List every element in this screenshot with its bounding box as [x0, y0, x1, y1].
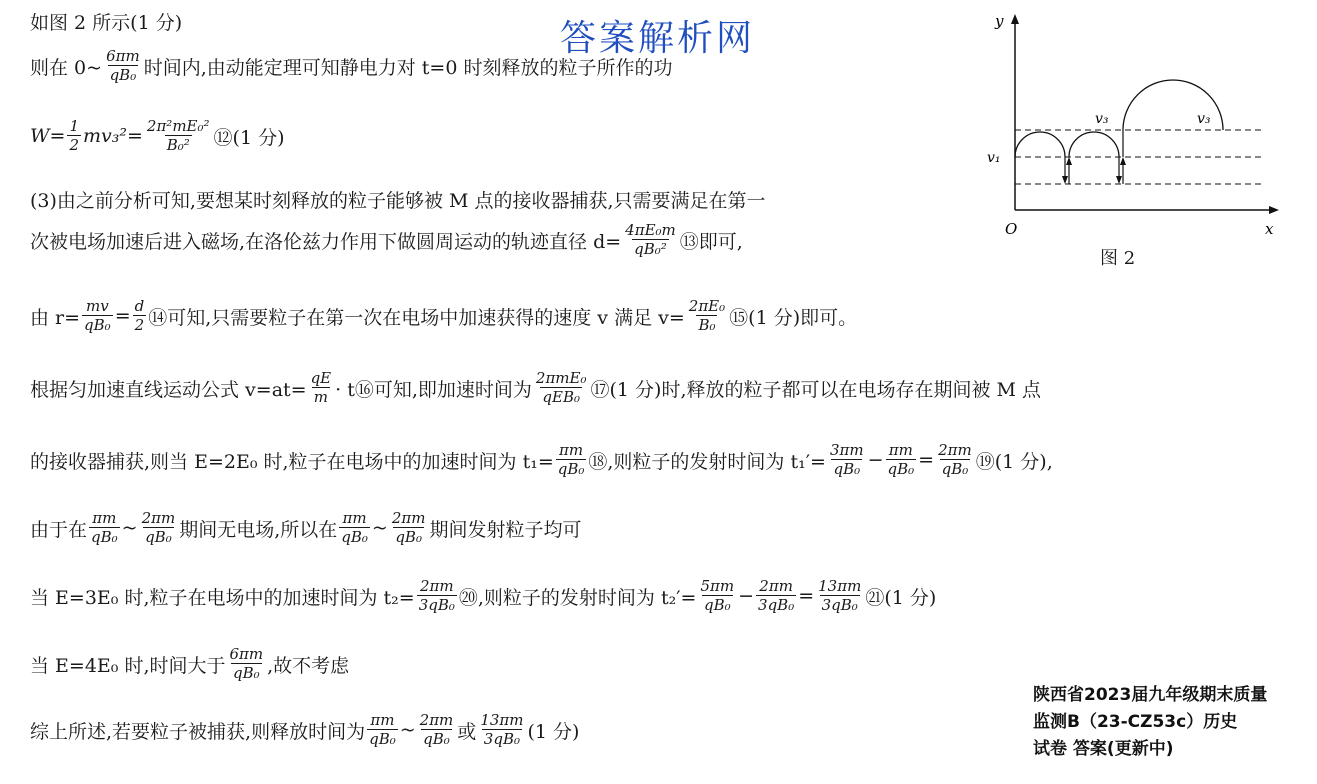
denominator: qB₀ — [941, 460, 969, 479]
note-line-2: 监测B（23-CZ53c）历史 — [1033, 712, 1238, 732]
denominator: qB₀ — [887, 460, 915, 479]
line-text: ⑰(1 分)时,释放的粒子都可以在电场存在期间被 M 点 — [590, 378, 1042, 401]
fraction — [145, 118, 212, 155]
line-text: 时间内,由动能定理可知静电力对 t=0 时刻释放的粒子所作的功 — [143, 56, 673, 79]
denominator: 2 — [69, 136, 79, 155]
line-text: 期间无电场,所以在 — [179, 518, 338, 541]
denominator: 3qB₀ — [758, 596, 795, 615]
fraction — [309, 370, 334, 407]
fraction — [687, 298, 727, 335]
line-text: ⑫(1 分) — [213, 126, 285, 149]
numerator: 13πm — [480, 711, 524, 729]
numerator: 1 — [69, 117, 79, 135]
line-text: ~ — [399, 719, 416, 742]
fraction — [936, 442, 974, 479]
line-text: − — [738, 585, 755, 608]
fraction — [67, 118, 81, 155]
note-line-1: 陕西省2023届九年级期末质量 — [1033, 685, 1268, 705]
v3-label-1: v₃ — [1095, 111, 1109, 127]
denominator: qB₀ — [341, 528, 368, 547]
numerator: πm — [370, 711, 395, 729]
numerator: 13πm — [818, 577, 862, 595]
denominator: qB₀ — [109, 66, 137, 85]
numerator: 6πm — [229, 645, 264, 663]
line-text: ㉑(1 分) — [865, 586, 937, 609]
line-text: ⑬即可, — [679, 230, 743, 253]
line-text: 则在 0~ — [30, 56, 103, 79]
denominator: B₀ — [698, 316, 716, 335]
line-text: 的接收器捕获,则当 E=2E₀ 时,粒子在电场中的加速时间为 t₁= — [30, 450, 554, 473]
fraction — [556, 442, 587, 479]
denominator: qB₀ — [703, 596, 731, 615]
text-line-2 — [30, 48, 672, 85]
text-line-10 — [30, 578, 936, 615]
fraction — [418, 712, 456, 749]
numerator: 5πm — [700, 577, 735, 595]
numerator: 6πm — [106, 47, 140, 65]
denominator: qB₀ — [232, 664, 260, 683]
line-text: ⑱,则粒子的发射时间为 t₁′= — [588, 450, 826, 473]
line-text: 综上所述,若要粒子被捕获,则释放时间为 — [30, 720, 366, 743]
text-line-12 — [30, 712, 579, 749]
note-line-3: 试卷 答案(更新中) — [1033, 739, 1174, 759]
line-text: = — [114, 305, 131, 328]
fraction — [82, 298, 113, 335]
numerator: d — [134, 297, 145, 315]
fraction — [417, 578, 457, 615]
arrowhead-up-2 — [1120, 157, 1126, 165]
arrowhead-up-1 — [1066, 157, 1072, 165]
fraction — [89, 510, 120, 547]
x-axis-arrow — [1269, 206, 1279, 214]
trajectory-figure — [985, 10, 1285, 270]
text-line-4 — [30, 186, 766, 213]
text-line-5 — [30, 222, 743, 259]
numerator: 2πE₀ — [688, 297, 726, 315]
numerator: 2πm — [419, 711, 454, 729]
fraction — [367, 712, 398, 749]
arc-1 — [1015, 132, 1065, 157]
line-text: ~ — [371, 517, 388, 540]
numerator: πm — [888, 441, 913, 459]
denominator: 3qB₀ — [821, 596, 858, 615]
denominator: qEB₀ — [542, 388, 580, 407]
line-text: 由于在 — [30, 518, 88, 541]
denominator: qB₀ — [833, 460, 861, 479]
line-text: 当 E=3E₀ 时,粒子在电场中的加速时间为 t₂= — [30, 586, 415, 609]
line-text: ⑳,则粒子的发射时间为 t₂′= — [458, 586, 697, 609]
fraction — [886, 442, 917, 479]
fraction — [478, 712, 525, 749]
fraction — [104, 48, 142, 85]
denominator: qB₀ — [395, 528, 422, 547]
line-text: 当 E=4E₀ 时,时间大于 — [30, 654, 226, 677]
numerator: 2πm — [419, 577, 454, 595]
line-text: W= — [30, 125, 66, 148]
figure-caption: 图 2 — [1100, 248, 1136, 269]
x-axis-label: x — [1265, 220, 1274, 238]
line-text: 期间发射粒子均可 — [429, 518, 582, 541]
fraction — [828, 442, 866, 479]
denominator: 2 — [134, 316, 145, 335]
numerator: 4πE₀m — [625, 221, 676, 239]
line-text: 次被电场加速后进入磁场,在洛伦兹力作用下做圆周运动的轨迹直径 d= — [30, 230, 622, 253]
v1-label: v₁ — [987, 150, 1001, 166]
text-line-11 — [30, 646, 349, 683]
numerator: 2π²mE₀² — [146, 117, 210, 135]
line-text: (1 分) — [527, 720, 580, 743]
fraction — [816, 578, 863, 615]
fraction — [534, 370, 589, 407]
line-text: = — [918, 449, 935, 472]
fraction — [698, 578, 736, 615]
fraction — [140, 510, 178, 547]
text-line-6 — [30, 298, 857, 335]
denominator: qB₀ — [423, 730, 450, 749]
fraction — [227, 646, 265, 683]
numerator: 2πm — [759, 577, 793, 595]
denominator: 3qB₀ — [483, 730, 520, 749]
line-text: ~ — [121, 517, 138, 540]
numerator: 2πm — [391, 509, 426, 527]
denominator: m — [313, 388, 328, 407]
denominator: B₀² — [166, 136, 190, 155]
denominator: qB₀ — [84, 316, 111, 335]
watermark-title: 答案解析网 — [560, 18, 756, 59]
denominator: qB₀ — [557, 460, 585, 479]
exam-note — [1033, 682, 1267, 763]
line-text: ,故不考虑 — [267, 654, 350, 677]
line-text: − — [867, 449, 884, 472]
arc-2 — [1069, 132, 1119, 157]
v3-label-2: v₃ — [1197, 111, 1211, 127]
line-text: (3)由之前分析可知,要想某时刻释放的粒子能够被 M 点的接收器捕获,只需要满足在第一 — [30, 190, 766, 212]
numerator: πm — [92, 509, 117, 527]
line-text: 根据匀加速直线运动公式 v=at= — [30, 378, 307, 401]
line-text: 或 — [457, 720, 477, 743]
fraction — [339, 510, 370, 547]
text-line-1 — [30, 8, 182, 35]
numerator: mv — [86, 297, 109, 315]
fraction — [133, 298, 147, 335]
y-axis-arrow — [1011, 14, 1019, 24]
line-text: mv₃²= — [83, 125, 143, 148]
arrowhead-down-1 — [1062, 176, 1068, 184]
origin-label: O — [1005, 220, 1018, 238]
text-line-3 — [30, 118, 285, 155]
numerator: 2πmE₀ — [535, 369, 587, 387]
numerator: πm — [342, 509, 367, 527]
line-text: 由 r= — [30, 306, 81, 329]
fraction — [390, 510, 428, 547]
line-text: · t⑯可知,即加速时间为 — [335, 378, 532, 401]
numerator: 2πm — [141, 509, 176, 527]
y-axis-label: y — [995, 12, 1004, 30]
fraction — [623, 222, 678, 259]
fraction — [756, 578, 796, 615]
denominator: qB₀² — [634, 240, 667, 259]
arrowhead-down-2 — [1116, 176, 1122, 184]
denominator: qB₀ — [369, 730, 396, 749]
numerator: qE — [310, 369, 332, 387]
text-line-8 — [30, 442, 1053, 479]
numerator: 2πm — [938, 441, 972, 459]
line-text: = — [798, 585, 815, 608]
text-line-7 — [30, 370, 1041, 407]
numerator: πm — [559, 441, 584, 459]
line-text: ⑮(1 分)即可。 — [729, 306, 858, 329]
text-line-9 — [30, 510, 581, 547]
line-text: ⑭可知,只需要粒子在第一次在电场中加速获得的速度 v 满足 v= — [148, 306, 685, 329]
denominator: 3qB₀ — [418, 596, 455, 615]
numerator: 3πm — [829, 441, 864, 459]
denominator: qB₀ — [145, 528, 172, 547]
line-text: ⑲(1 分), — [975, 450, 1053, 473]
line-text: 如图 2 所示(1 分) — [30, 12, 183, 34]
denominator: qB₀ — [91, 528, 118, 547]
